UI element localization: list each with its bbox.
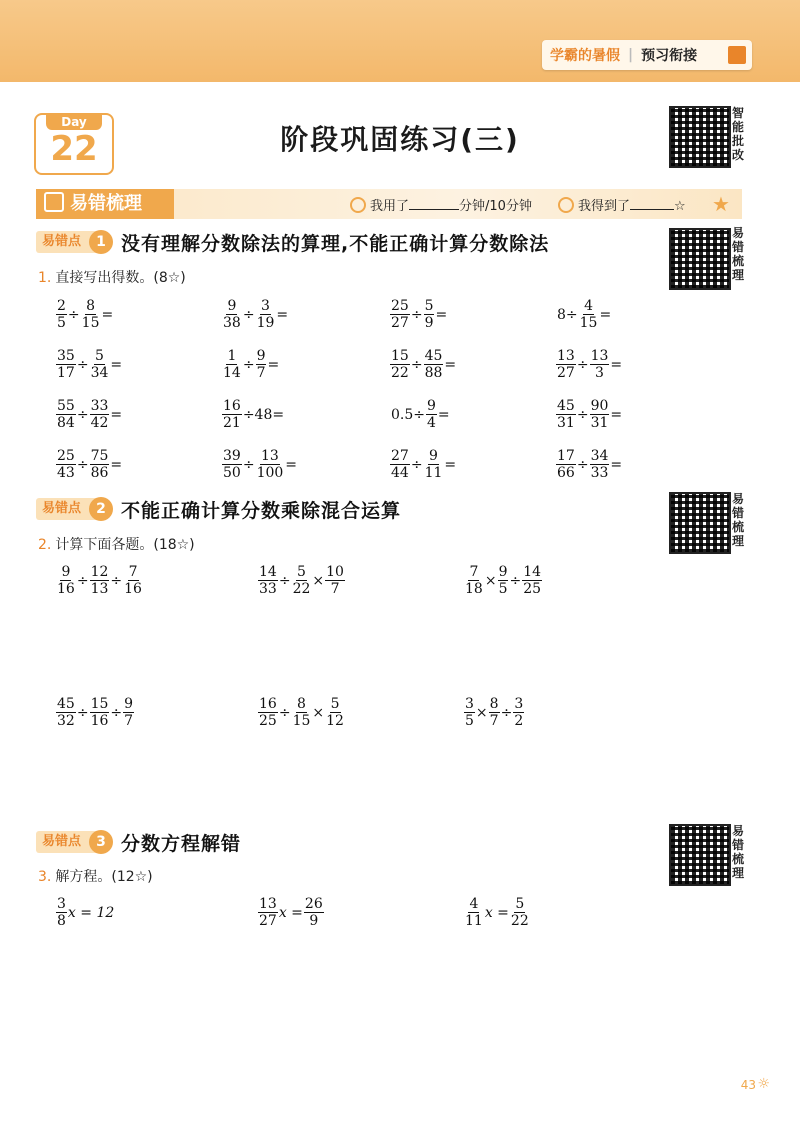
tab-separator: | bbox=[628, 47, 634, 63]
fraction: $\frac{12}{13}$ bbox=[90, 564, 109, 597]
math-expression: $\frac{27}{44}$ ÷ $\frac{9}{11}$ = bbox=[391, 448, 457, 481]
fraction: $\frac{26}{9}$ bbox=[304, 896, 323, 929]
fraction: $\frac{9}{5}$ bbox=[498, 564, 508, 597]
fraction: $\frac{90}{31}$ bbox=[590, 398, 609, 431]
math-expression: $\frac{9}{38}$ ÷ $\frac{3}{19}$ = bbox=[223, 298, 289, 331]
fraction: $\frac{3}{5}$ bbox=[465, 696, 474, 729]
day-label: Day bbox=[46, 115, 102, 130]
fraction: $\frac{5}{34}$ bbox=[90, 348, 109, 381]
book-icon bbox=[728, 46, 746, 64]
score-got bbox=[558, 195, 686, 214]
math-expression: $\frac{15}{22}$ ÷ $\frac{45}{88}$ = bbox=[391, 348, 457, 381]
fraction: $\frac{16}{21}$ bbox=[223, 398, 241, 431]
score-blank[interactable] bbox=[630, 209, 674, 210]
math-expression: $\frac{45}{31}$ ÷ $\frac{90}{31}$ = bbox=[557, 398, 623, 431]
question-number: 2. bbox=[38, 537, 52, 553]
fraction: $\frac{55}{84}$ bbox=[57, 398, 75, 431]
fraction: $\frac{8}{15}$ bbox=[292, 696, 311, 729]
sun-icon: ☼ bbox=[757, 1076, 770, 1092]
math-expression: $\frac{17}{66}$ ÷ $\frac{34}{33}$ = bbox=[557, 448, 623, 481]
fraction: $\frac{75}{86}$ bbox=[90, 448, 109, 481]
fraction: $\frac{3}{2}$ bbox=[514, 696, 524, 729]
fraction: $\frac{15}{16}$ bbox=[90, 696, 109, 729]
clock-icon bbox=[350, 197, 366, 213]
fraction: $\frac{9}{7}$ bbox=[124, 696, 134, 729]
math-expression: $\frac{7}{18}$ × $\frac{9}{5}$ ÷ $\frac{14}{25}$ bbox=[465, 564, 542, 597]
day-number: 22 bbox=[50, 129, 98, 169]
time-used bbox=[350, 195, 532, 214]
math-expression: $\frac{16}{21}$ ÷48= bbox=[223, 398, 285, 431]
star-icon: ★ bbox=[712, 192, 730, 216]
math-expression: $\frac{1}{14}$ ÷ $\frac{9}{7}$ = bbox=[223, 348, 280, 381]
fraction: $\frac{9}{16}$ bbox=[57, 564, 75, 597]
question-number: 3. bbox=[38, 869, 52, 885]
error-tag-label: 易错点 bbox=[42, 501, 82, 516]
error-title: 没有理解分数除法的算理,不能正确计算分数除法 bbox=[121, 232, 550, 255]
qr-code-point-2[interactable] bbox=[669, 492, 731, 554]
math-expression: $\frac{13}{27}$ ÷ $\frac{13}{3}$ = bbox=[557, 348, 623, 381]
math-expression: $\frac{9}{16}$ ÷ $\frac{12}{13}$ ÷ $\frac{7}{16}$ bbox=[57, 564, 142, 597]
math-expression: 0.5÷ $\frac{9}{4}$ = bbox=[391, 398, 450, 431]
question-text: 计算下面各题。(18☆) bbox=[55, 537, 195, 553]
error-point-1 bbox=[36, 229, 549, 255]
question-1-head bbox=[38, 267, 186, 287]
time-prefix: 我用了 bbox=[370, 199, 410, 214]
error-tag-label: 易错点 bbox=[42, 234, 82, 249]
fraction: $\frac{13}{27}$ bbox=[259, 896, 277, 929]
error-tag-label: 易错点 bbox=[42, 834, 82, 849]
math-expression: $\frac{3}{8}$ x = 12 bbox=[57, 896, 115, 929]
fraction: $\frac{16}{25}$ bbox=[259, 696, 277, 729]
fraction: $\frac{35}{17}$ bbox=[57, 348, 75, 381]
list-icon bbox=[44, 192, 64, 212]
fraction: $\frac{27}{44}$ bbox=[391, 448, 409, 481]
math-expression: 8÷ $\frac{4}{15}$ = bbox=[557, 298, 612, 331]
question-text: 解方程。(12☆) bbox=[55, 869, 153, 885]
error-number: 3 bbox=[89, 830, 113, 854]
page-number: 43 bbox=[740, 1078, 756, 1092]
math-expression: $\frac{25}{43}$ ÷ $\frac{75}{86}$ = bbox=[57, 448, 123, 481]
math-expression: $\frac{2}{5}$ ÷ $\frac{8}{15}$ = bbox=[57, 298, 114, 331]
fraction: $\frac{9}{7}$ bbox=[256, 348, 266, 381]
math-expression: $\frac{16}{25}$ ÷ $\frac{8}{15}$ × $\frac{5}{12}$ bbox=[259, 696, 344, 729]
math-expression: $\frac{39}{50}$ ÷ $\frac{13}{100}$ = bbox=[223, 448, 298, 481]
fraction: $\frac{9}{11}$ bbox=[424, 448, 443, 481]
error-title: 不能正确计算分数乘除混合运算 bbox=[121, 499, 402, 522]
fraction: $\frac{4}{15}$ bbox=[579, 298, 598, 331]
top-banner bbox=[0, 0, 800, 82]
math-expression: $\frac{35}{17}$ ÷ $\frac{5}{34}$ = bbox=[57, 348, 123, 381]
error-point-3 bbox=[36, 829, 241, 855]
error-title: 分数方程解错 bbox=[121, 832, 242, 855]
page-title: 阶段巩固练习(三) bbox=[280, 123, 520, 156]
sub-label: 预习衔接 bbox=[641, 48, 698, 64]
fraction: $\frac{5}{22}$ bbox=[510, 896, 529, 929]
fraction: $\frac{9}{38}$ bbox=[223, 298, 241, 331]
error-number: 2 bbox=[89, 497, 113, 521]
fraction: $\frac{33}{42}$ bbox=[90, 398, 109, 431]
fraction: $\frac{14}{25}$ bbox=[523, 564, 542, 597]
fraction: $\frac{10}{7}$ bbox=[326, 564, 344, 597]
series-tab bbox=[542, 40, 752, 70]
score-suffix: ☆ bbox=[674, 199, 686, 214]
qr-label-point-3: 易 错 梳 理 bbox=[732, 824, 745, 880]
fraction: $\frac{4}{11}$ bbox=[465, 896, 483, 929]
fraction: $\frac{45}{88}$ bbox=[424, 348, 443, 381]
math-expression: $\frac{3}{5}$ × $\frac{8}{7}$ ÷ $\frac{3}{2}$ bbox=[465, 696, 524, 729]
check-icon bbox=[558, 197, 574, 213]
fraction: $\frac{2}{5}$ bbox=[57, 298, 66, 331]
fraction: $\frac{45}{31}$ bbox=[557, 398, 575, 431]
qr-code-point-3[interactable] bbox=[669, 824, 731, 886]
fraction: $\frac{3}{19}$ bbox=[256, 298, 275, 331]
math-expression: $\frac{14}{33}$ ÷ $\frac{5}{22}$ × $\frac{10}{7}$ bbox=[259, 564, 344, 597]
error-tag bbox=[36, 231, 106, 253]
error-tag bbox=[36, 498, 106, 520]
qr-label-point-2: 易 错 梳 理 bbox=[732, 492, 745, 548]
fraction: $\frac{17}{66}$ bbox=[557, 448, 575, 481]
math-expression: $\frac{25}{27}$ ÷ $\frac{5}{9}$ = bbox=[391, 298, 448, 331]
math-expression: $\frac{13}{27}$ x = $\frac{26}{9}$ bbox=[259, 896, 323, 929]
qr-label-point-1: 易 错 梳 理 bbox=[732, 226, 745, 282]
fraction: $\frac{13}{100}$ bbox=[256, 448, 284, 481]
fraction: $\frac{8}{15}$ bbox=[81, 298, 100, 331]
score-prefix: 我得到了 bbox=[578, 199, 631, 214]
math-expression: $\frac{55}{84}$ ÷ $\frac{33}{42}$ = bbox=[57, 398, 123, 431]
fraction: $\frac{9}{4}$ bbox=[427, 398, 436, 431]
time-blank[interactable] bbox=[409, 209, 459, 210]
fraction: $\frac{34}{33}$ bbox=[590, 448, 609, 481]
qr-code-point-1[interactable] bbox=[669, 228, 731, 290]
question-2-head bbox=[38, 534, 195, 554]
fraction: $\frac{7}{16}$ bbox=[124, 564, 142, 597]
fraction: $\frac{39}{50}$ bbox=[223, 448, 241, 481]
question-text: 直接写出得数。(8☆) bbox=[55, 270, 186, 286]
fraction: $\frac{5}{12}$ bbox=[326, 696, 344, 729]
fraction: $\frac{13}{27}$ bbox=[557, 348, 575, 381]
fraction: $\frac{8}{7}$ bbox=[489, 696, 499, 729]
question-3-head bbox=[38, 866, 153, 886]
fraction: $\frac{45}{32}$ bbox=[57, 696, 75, 729]
fraction: $\frac{13}{3}$ bbox=[590, 348, 609, 381]
fraction: $\frac{5}{9}$ bbox=[424, 298, 434, 331]
qr-code-grading[interactable] bbox=[669, 106, 731, 168]
question-number: 1. bbox=[38, 270, 52, 286]
error-point-2 bbox=[36, 496, 401, 522]
fraction: $\frac{1}{14}$ bbox=[223, 348, 241, 381]
error-number: 1 bbox=[89, 230, 113, 254]
qr-label-grading: 智 能 批 改 bbox=[732, 106, 745, 162]
fraction: $\frac{25}{27}$ bbox=[391, 298, 409, 331]
fraction: $\frac{25}{43}$ bbox=[57, 448, 75, 481]
brand-label: 学霸的暑假 bbox=[550, 48, 620, 64]
section-title: 易错梳理 bbox=[70, 193, 142, 214]
fraction: $\frac{15}{22}$ bbox=[391, 348, 409, 381]
fraction: $\frac{7}{18}$ bbox=[465, 564, 483, 597]
math-expression: $\frac{45}{32}$ ÷ $\frac{15}{16}$ ÷ $\frac{9}{7}$ bbox=[57, 696, 134, 729]
time-suffix: 分钟/10分钟 bbox=[459, 199, 532, 214]
math-expression: $\frac{4}{11}$ x = $\frac{5}{22}$ bbox=[465, 896, 529, 929]
error-tag bbox=[36, 831, 106, 853]
fraction: $\frac{3}{8}$ bbox=[57, 896, 66, 929]
fraction: $\frac{5}{22}$ bbox=[292, 564, 311, 597]
fraction: $\frac{14}{33}$ bbox=[259, 564, 277, 597]
section-heading bbox=[36, 189, 174, 219]
